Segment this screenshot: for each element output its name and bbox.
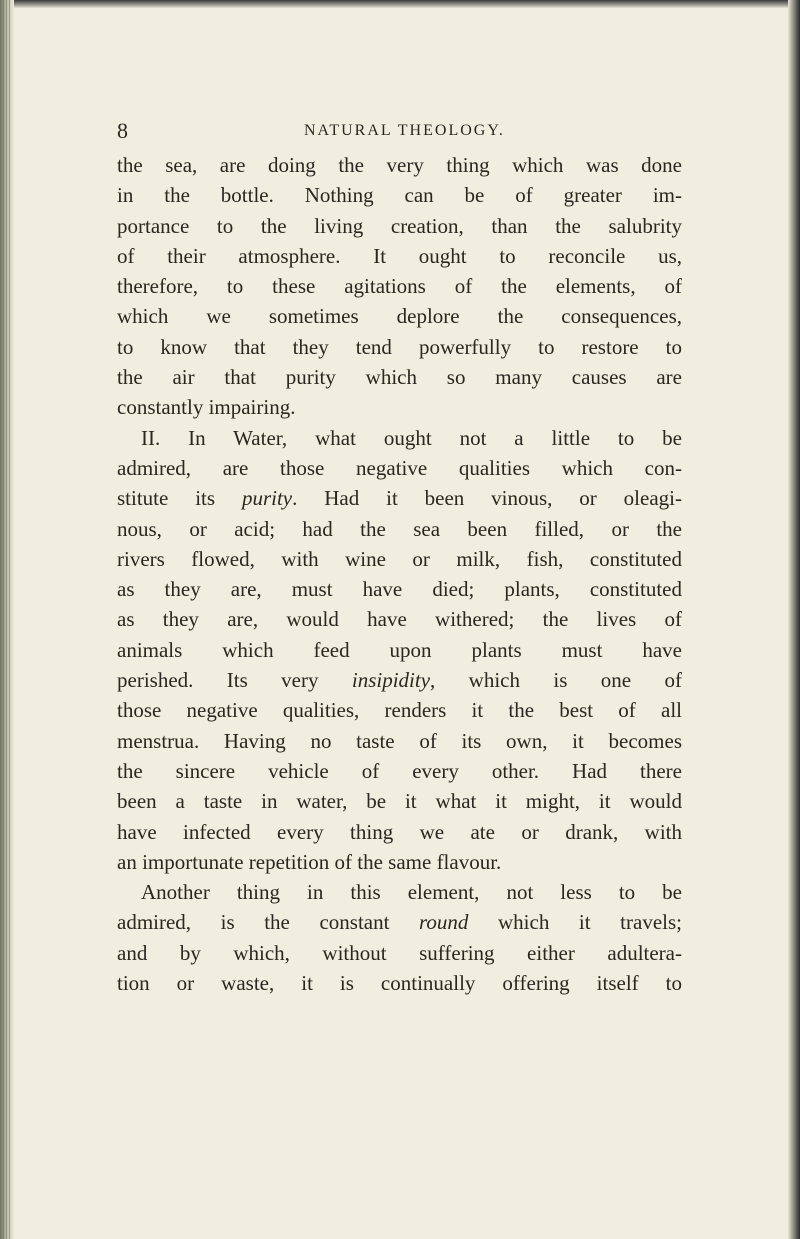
page-header: [117, 118, 677, 144]
text-line: admired, are those negative qualities which con-: [117, 455, 682, 480]
text-line: rivers flowed, with wine or milk, fish, constituted: [117, 546, 682, 571]
text-run: stitute its: [117, 486, 242, 511]
body-text: [117, 150, 682, 998]
page-edge-right: [788, 0, 800, 1239]
text-line: [117, 907, 682, 937]
text-line: animals which feed upon plants must have: [117, 637, 682, 662]
page-number: 8: [117, 118, 128, 143]
text-run: . Had it been vinous, or oleagi-: [292, 486, 682, 511]
paragraph-start-line: Another thing in this element, not less to be: [141, 880, 682, 905]
page-edge-left-texture: [3, 0, 11, 1239]
text-line: as they are, would have withered; the lives of: [117, 607, 682, 632]
text-line: [117, 665, 682, 695]
text-line: portance to the living creation, than the salubrity: [117, 213, 682, 238]
text-line: an importunate repetition of the same flavour.: [117, 849, 502, 874]
running-title: NATURAL THEOLOGY.: [304, 122, 505, 139]
text-run: which it travels;: [468, 910, 682, 935]
paragraph-start-line: II. In Water, what ought not a little to be: [141, 425, 682, 450]
text-line: therefore, to these agitations of the elements, of: [117, 274, 682, 299]
text-line: have infected every thing we ate or drank, with: [117, 819, 682, 844]
text-line: tion or waste, it is continually offering itself to: [117, 971, 682, 996]
text-line: been a taste in water, be it what it might, it would: [117, 789, 682, 814]
text-line: to know that they tend powerfully to restore to: [117, 334, 682, 359]
text-line: the sincere vehicle of every other. Had there: [117, 758, 682, 783]
text-line: in the bottle. Nothing can be of greater im-: [117, 183, 682, 208]
text-line: of their atmosphere. It ought to reconcile us,: [117, 243, 682, 268]
text-line: which we sometimes deplore the consequences,: [117, 304, 682, 329]
text-line: the sea, are doing the very thing which was done: [117, 153, 682, 177]
text-line: nous, or acid; had the sea been filled, or the: [117, 516, 682, 541]
text-line: and by which, without suffering either adultera-: [117, 940, 682, 965]
text-line: those negative qualities, renders it the best of all: [117, 698, 682, 723]
text-line: menstrua. Having no taste of its own, it becomes: [117, 728, 682, 753]
text-run: admired, is the constant: [117, 910, 420, 935]
italic-word: insipidity: [351, 668, 431, 693]
page-edge-top: [0, 0, 800, 8]
italic-word: round: [419, 910, 469, 935]
text-run: perished. Its very: [117, 668, 352, 693]
text-line: the air that purity which so many causes are: [117, 365, 682, 390]
text-line: as they are, must have died; plants, constituted: [117, 577, 682, 602]
text-line: [117, 483, 682, 513]
text-run: , which is one of: [430, 668, 682, 693]
italic-word: purity: [241, 486, 293, 511]
text-line: constantly impairing.: [117, 395, 296, 420]
